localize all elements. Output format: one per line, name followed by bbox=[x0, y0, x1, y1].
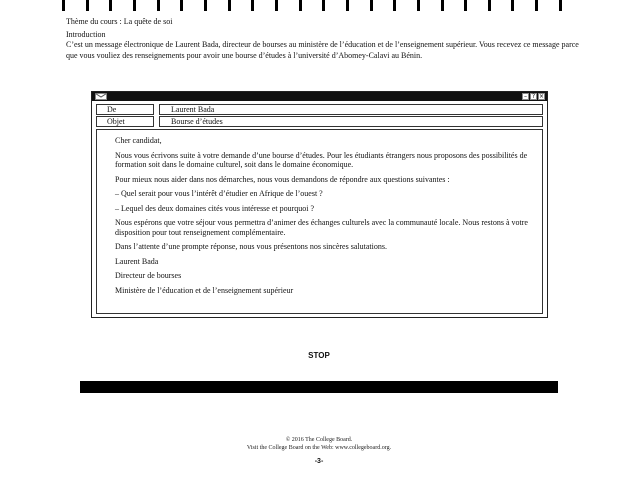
footer bbox=[0, 436, 638, 452]
message-paragraph: Pour mieux nous aider dans nos démarches, nous vous demandons de répondre aux questions suivantes : bbox=[115, 174, 450, 184]
spiral-binding bbox=[62, 0, 562, 12]
envelope-icon bbox=[95, 93, 107, 100]
website-text: Visit the College Board on the Web: www.collegeboard.org. bbox=[246, 445, 392, 451]
subject-field[interactable]: Bourse d’études bbox=[159, 116, 543, 127]
signature-title: Directeur de bourses bbox=[115, 271, 182, 280]
message-paragraph: Nous espérons que votre séjour vous permettra d’animer des échanges culturels avec la communauté locale. Nous restons à votre disposition pour tout renseignement complémentaire. bbox=[115, 218, 528, 237]
from-row bbox=[96, 104, 543, 115]
message-question: – Lequel des deux domaines cités vous intéresse et pourquoi ? bbox=[115, 203, 315, 213]
email-window bbox=[91, 91, 548, 318]
page-number: -3- bbox=[314, 458, 324, 465]
message-body[interactable] bbox=[96, 129, 543, 314]
section-heading: Introduction bbox=[66, 29, 106, 39]
stop-label: STOP bbox=[308, 351, 330, 360]
from-field[interactable]: Laurent Bada bbox=[159, 104, 543, 115]
from-label: De bbox=[96, 104, 154, 115]
signature-name: Laurent Bada bbox=[115, 256, 159, 266]
course-theme: Thème du cours : La quête de soi bbox=[66, 17, 173, 26]
close-button[interactable]: × bbox=[539, 93, 545, 100]
window-controls bbox=[522, 93, 545, 100]
subject-row bbox=[96, 116, 543, 127]
subject-label: Objet bbox=[96, 116, 154, 127]
intro-description: C’est un message électronique de Laurent Bada, directeur de bourses au ministère de l’éducation et de l’enseignement supérieur. Vous recevez ce message parce que vous vouliez des renseignements pour avoir une bourse d’études à l’université d’Abomey-Calavi au Bénin. bbox=[66, 40, 579, 60]
signature-organization: Ministère de l’éducation et de l’enseignement supérieur bbox=[115, 285, 294, 295]
help-button[interactable]: ? bbox=[531, 93, 536, 100]
message-greeting: Cher candidat, bbox=[115, 136, 162, 145]
minimize-button[interactable]: – bbox=[524, 93, 527, 100]
copyright-text: © 2016 The College Board. bbox=[285, 437, 353, 443]
divider-bar bbox=[80, 381, 558, 393]
intro-section bbox=[66, 17, 586, 61]
message-closing: Dans l’attente d’une prompte réponse, nous vous présentons nos sincères salutations. bbox=[115, 242, 387, 251]
message-paragraph: Nous vous écrivons suite à votre demande d’une bourse d’études. Pour les étudiants étrangers nous proposons des possibilités de formation soit dans le domaine culturel, soit dans le domaine économique. bbox=[115, 150, 528, 169]
message-question: – Quel serait pour vous l’intérêt d’étudier en Afrique de l’ouest ? bbox=[115, 189, 323, 198]
window-titlebar[interactable] bbox=[92, 92, 547, 101]
